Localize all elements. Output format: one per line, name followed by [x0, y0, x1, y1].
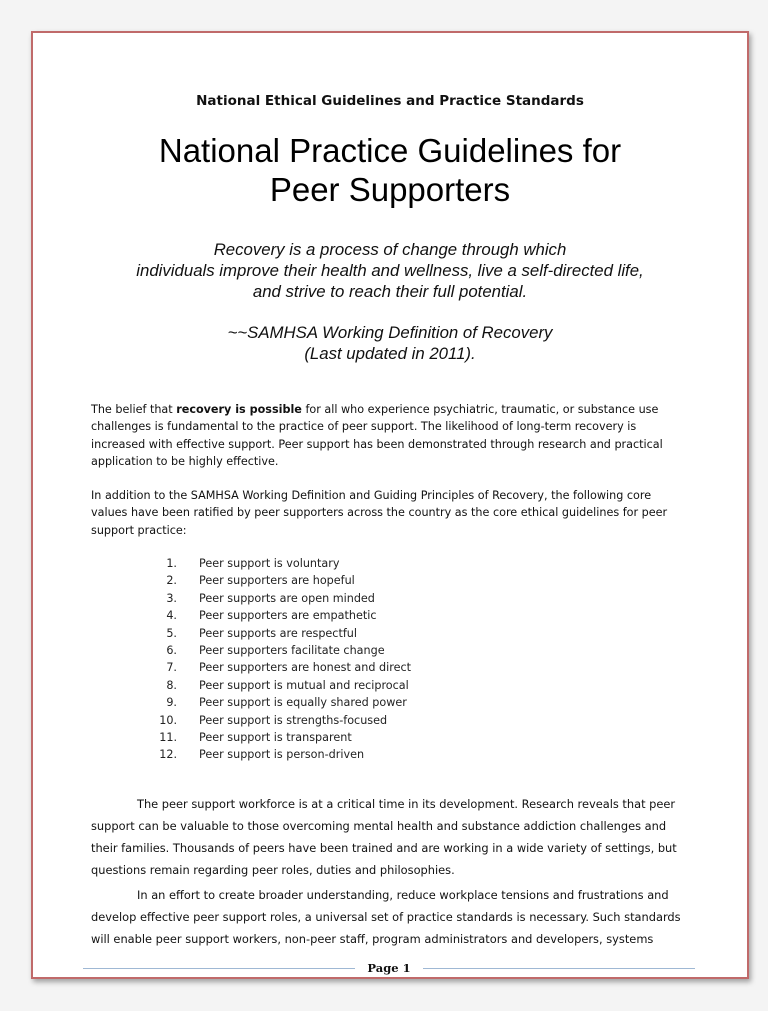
document-page	[31, 31, 749, 979]
document-header-label: National Ethical Guidelines and Practice Standards	[196, 93, 584, 109]
list-item	[133, 555, 411, 572]
list-item-text: Peer support is transparent	[199, 731, 352, 745]
list-item-text: Peer supporters facilitate change	[199, 644, 385, 658]
list-item	[133, 590, 411, 607]
list-item-number: 1.	[166, 557, 177, 570]
paragraph-practice-standards: In an effort to create broader understanding, reduce workplace tensions and frustrations and develop effective peer support roles, a universal set of practice standards is necessary. Such standards will enable peer support workers, non-peer staff, program administrators and developers, systems	[91, 888, 681, 946]
list-item	[133, 729, 411, 746]
list-item-number: 12.	[159, 748, 177, 762]
list-item	[133, 642, 411, 659]
paragraph-workforce-development: The peer support workforce is at a critical time in its development. Research reveals that peer support can be valuable to those overcoming mental health and substance addiction challenges and their families. Thousands of peers have been trained and are working in a wide variety of settings, but questions remain regarding peer roles, duties and philosophies.	[91, 797, 677, 877]
core-values-list	[133, 555, 411, 764]
list-item-number: 9.	[166, 696, 177, 710]
list-item	[133, 746, 411, 763]
list-item-text: Peer supports are respectful	[199, 626, 357, 640]
list-item	[133, 694, 411, 711]
document-title	[33, 131, 747, 209]
list-item-number: 5.	[166, 626, 177, 640]
list-item-text: Peer supports are open minded	[199, 591, 375, 605]
list-item	[133, 659, 411, 676]
attribution-line-1: ~~SAMHSA Working Definition of Recovery	[227, 323, 553, 342]
list-item	[133, 712, 411, 729]
footer-rule-right	[423, 968, 695, 969]
list-item-number: 11.	[159, 731, 177, 745]
title-line-2: Peer Supporters	[269, 171, 511, 208]
list-item	[133, 625, 411, 642]
paragraph1-text-end: for all who experience psychiatric, traumatic, or substance use challenges is fundamental to the practice of peer support. The likelihood of long-term recovery is increased with effective support. Peer support has been demonstrated through research and practical application to be highly effective.	[91, 403, 663, 469]
list-item-text: Peer support is person-driven	[199, 748, 365, 762]
paragraph-core-values-intro: In addition to the SAMHSA Working Definition and Guiding Principles of Recovery, the following core values have been ratified by peer supporters across the country as the core ethical guidelines for peer support practice:	[91, 489, 668, 537]
page-footer	[83, 961, 695, 975]
list-item-number: 3.	[166, 591, 177, 605]
list-item-text: Peer support is mutual and reciprocal	[199, 678, 409, 692]
list-item-text: Peer supporters are honest and direct	[199, 661, 412, 675]
list-item-number: 2.	[166, 574, 177, 588]
epigraph-line-3: and strive to reach their full potential.	[252, 282, 528, 301]
paragraph1-text-start: The belief that	[91, 403, 177, 416]
footer-rule-left	[83, 968, 355, 969]
list-item-number: 6.	[166, 644, 177, 658]
paragraph1-bold-phrase: recovery is possible	[176, 403, 302, 416]
epigraph-line-1: Recovery is a process of change through which	[213, 240, 567, 259]
list-item-text: Peer support is strengths-focused	[199, 713, 388, 727]
list-item-number: 8.	[166, 678, 177, 692]
list-item	[133, 607, 411, 624]
list-item-number: 10.	[159, 713, 177, 727]
recovery-epigraph	[33, 239, 747, 302]
list-item-number: 4.	[166, 609, 177, 623]
list-item	[133, 572, 411, 589]
list-item-text: Peer support is equally shared power	[199, 696, 407, 710]
list-item-text: Peer supporters are hopeful	[199, 574, 355, 588]
page-number: Page 1	[367, 961, 411, 975]
list-item-text: Peer supporters are empathetic	[199, 609, 377, 623]
title-line-1: National Practice Guidelines for	[158, 132, 622, 169]
list-item	[133, 677, 411, 694]
epigraph-attribution	[33, 322, 747, 364]
list-item-text: Peer support is voluntary	[199, 557, 340, 570]
epigraph-line-2: individuals improve their health and wellness, live a self-directed life,	[136, 261, 644, 280]
attribution-line-2: (Last updated in 2011).	[304, 344, 476, 363]
paragraph-recovery-belief	[91, 401, 691, 471]
list-item-number: 7.	[166, 661, 177, 675]
